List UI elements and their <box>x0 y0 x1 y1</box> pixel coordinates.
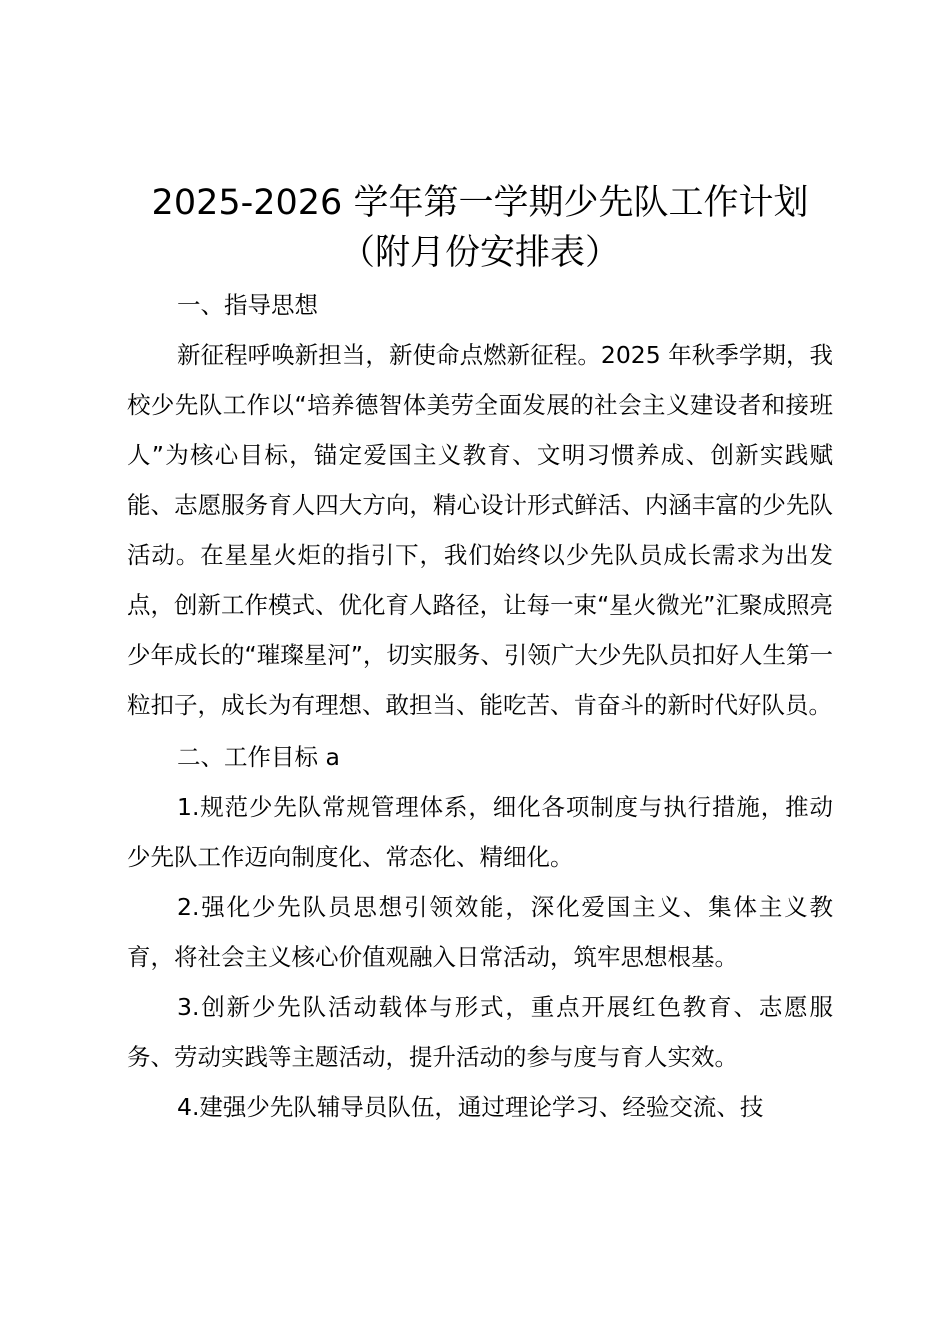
section-heading-guiding-thought: 一、指导思想 <box>177 291 318 319</box>
section-heading-work-goals: 二、工作目标 a <box>177 743 340 771</box>
goal-item-2: 2.强化少先队员思想引领效能，深化爱国主义、集体主义教育，将社会主义核心价值观融入日常活动，筑牢思想根基。 <box>127 893 833 971</box>
document-subtitle: （附月份安排表） <box>339 233 620 273</box>
goal-item-3: 3.创新少先队活动载体与形式，重点开展红色教育、志愿服务、劳动实践等主题活动，提升活动的参与度与育人实效。 <box>127 993 833 1071</box>
goal-item-1: 1.规范少先队常规管理体系，细化各项制度与执行措施，推动少先队工作迈向制度化、常态化、精细化。 <box>127 793 833 871</box>
document-title: 2025-2026 学年第一学期少先队工作计划 <box>151 183 809 223</box>
paragraph-guiding-thought: 新征程呼唤新担当，新使命点燃新征程。2025 年秋季学期，我校少先队工作以“培养德智体美劳全面发展的社会主义建设者和接班人”为核心目标，锚定爱国主义教育、文明习惯养成、创新实践赋能、志愿服务育人四大方向，精心设计形式鲜活、内涵丰富的少先队活动。在星星火炬的指引下，我们始终以少先队员成长需求为出发点，创新工作模式、优化育人路径，让每一束“星火微光”汇聚成照亮少年成长的“璀璨星河”，切实服务、引领广大少先队员扣好人生第一粒扣子，成长为有理想、敢担当、能吃苦、肯奋斗的新时代好队员。 <box>127 341 833 719</box>
goal-item-4: 4.建强少先队辅导员队伍，通过理论学习、经验交流、技 <box>177 1093 764 1121</box>
document-page <box>127 178 833 1132</box>
